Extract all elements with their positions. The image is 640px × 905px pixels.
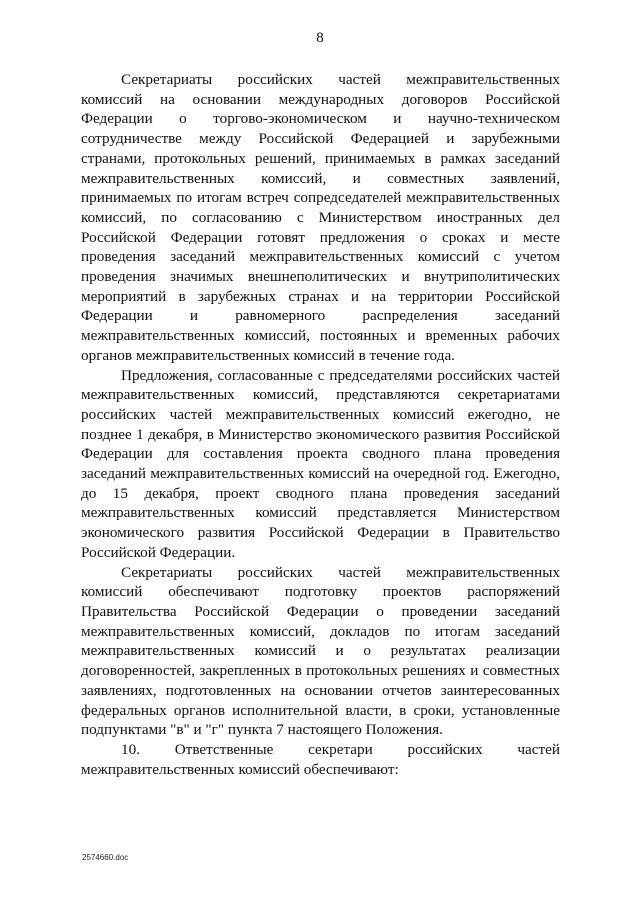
paragraph-secretariats-orders: Секретариаты российских частей межправительственных комиссий обеспечивают подготовку проектов распоряжений Правительства Российской Федерации о проведении заседаний межправительственных комиссий, докладов по итогам заседаний межправительственных комиссий и о результатах реализации договоренностей, закрепленных в протокольных решениях и совместных заявлениях, подготовленных на основании отчетов заинтересованных федеральных органов исполнительной власти, в сроки, установленные подпунктами "в" и "г" пункта 7 настоящего Положения. [81,563,560,739]
paragraph-item-10: 10. Ответственные секретари российских частей межправительственных комиссий обеспечивают: [81,740,560,778]
paragraph-secretariats-proposals: Секретариаты российских частей межправительственных комиссий на основании международных договоров Российской Федерации о торгово-экономическом и научно-техническом сотрудничестве между Российской Федерацией и зарубежными странами, протокольных решений, принимаемых в рамках заседаний межправительственных комиссий, и совместных заявлений, принимаемых по итогам встреч сопредседателей межправительственных комиссий, по согласованию с Министерством иностранных дел Российской Федерации готовят предложения о сроках и месте проведения заседаний межправительственных комиссий с учетом проведения значимых внешнеполитических и внутриполитических мероприятий в зарубежных странах и на территории Российской Федерации и равномерного распределения заседаний межправительственных комиссий, постоянных и временных рабочих органов межправительственных комиссий в течение года. [81,71,560,364]
document-body [81,70,560,779]
paragraph-proposals-submission: Предложения, согласованные с председателями российских частей межправительственных комиссий, представляются секретариатами российских частей межправительственных комиссий ежегодно, не позднее 1 декабря, в Министерство экономического развития Российской Федерации для составления проекта сводного плана проведения заседаний межправительственных комиссий на очередной год. Ежегодно, до 15 декабря, проект сводного плана проведения заседаний межправительственных комиссий представляется Министерством экономического развития Российской Федерации в Правительство Российской Федерации. [81,366,560,561]
document-code: 2574660.doc [82,853,129,862]
page-number: 8 [316,30,324,46]
